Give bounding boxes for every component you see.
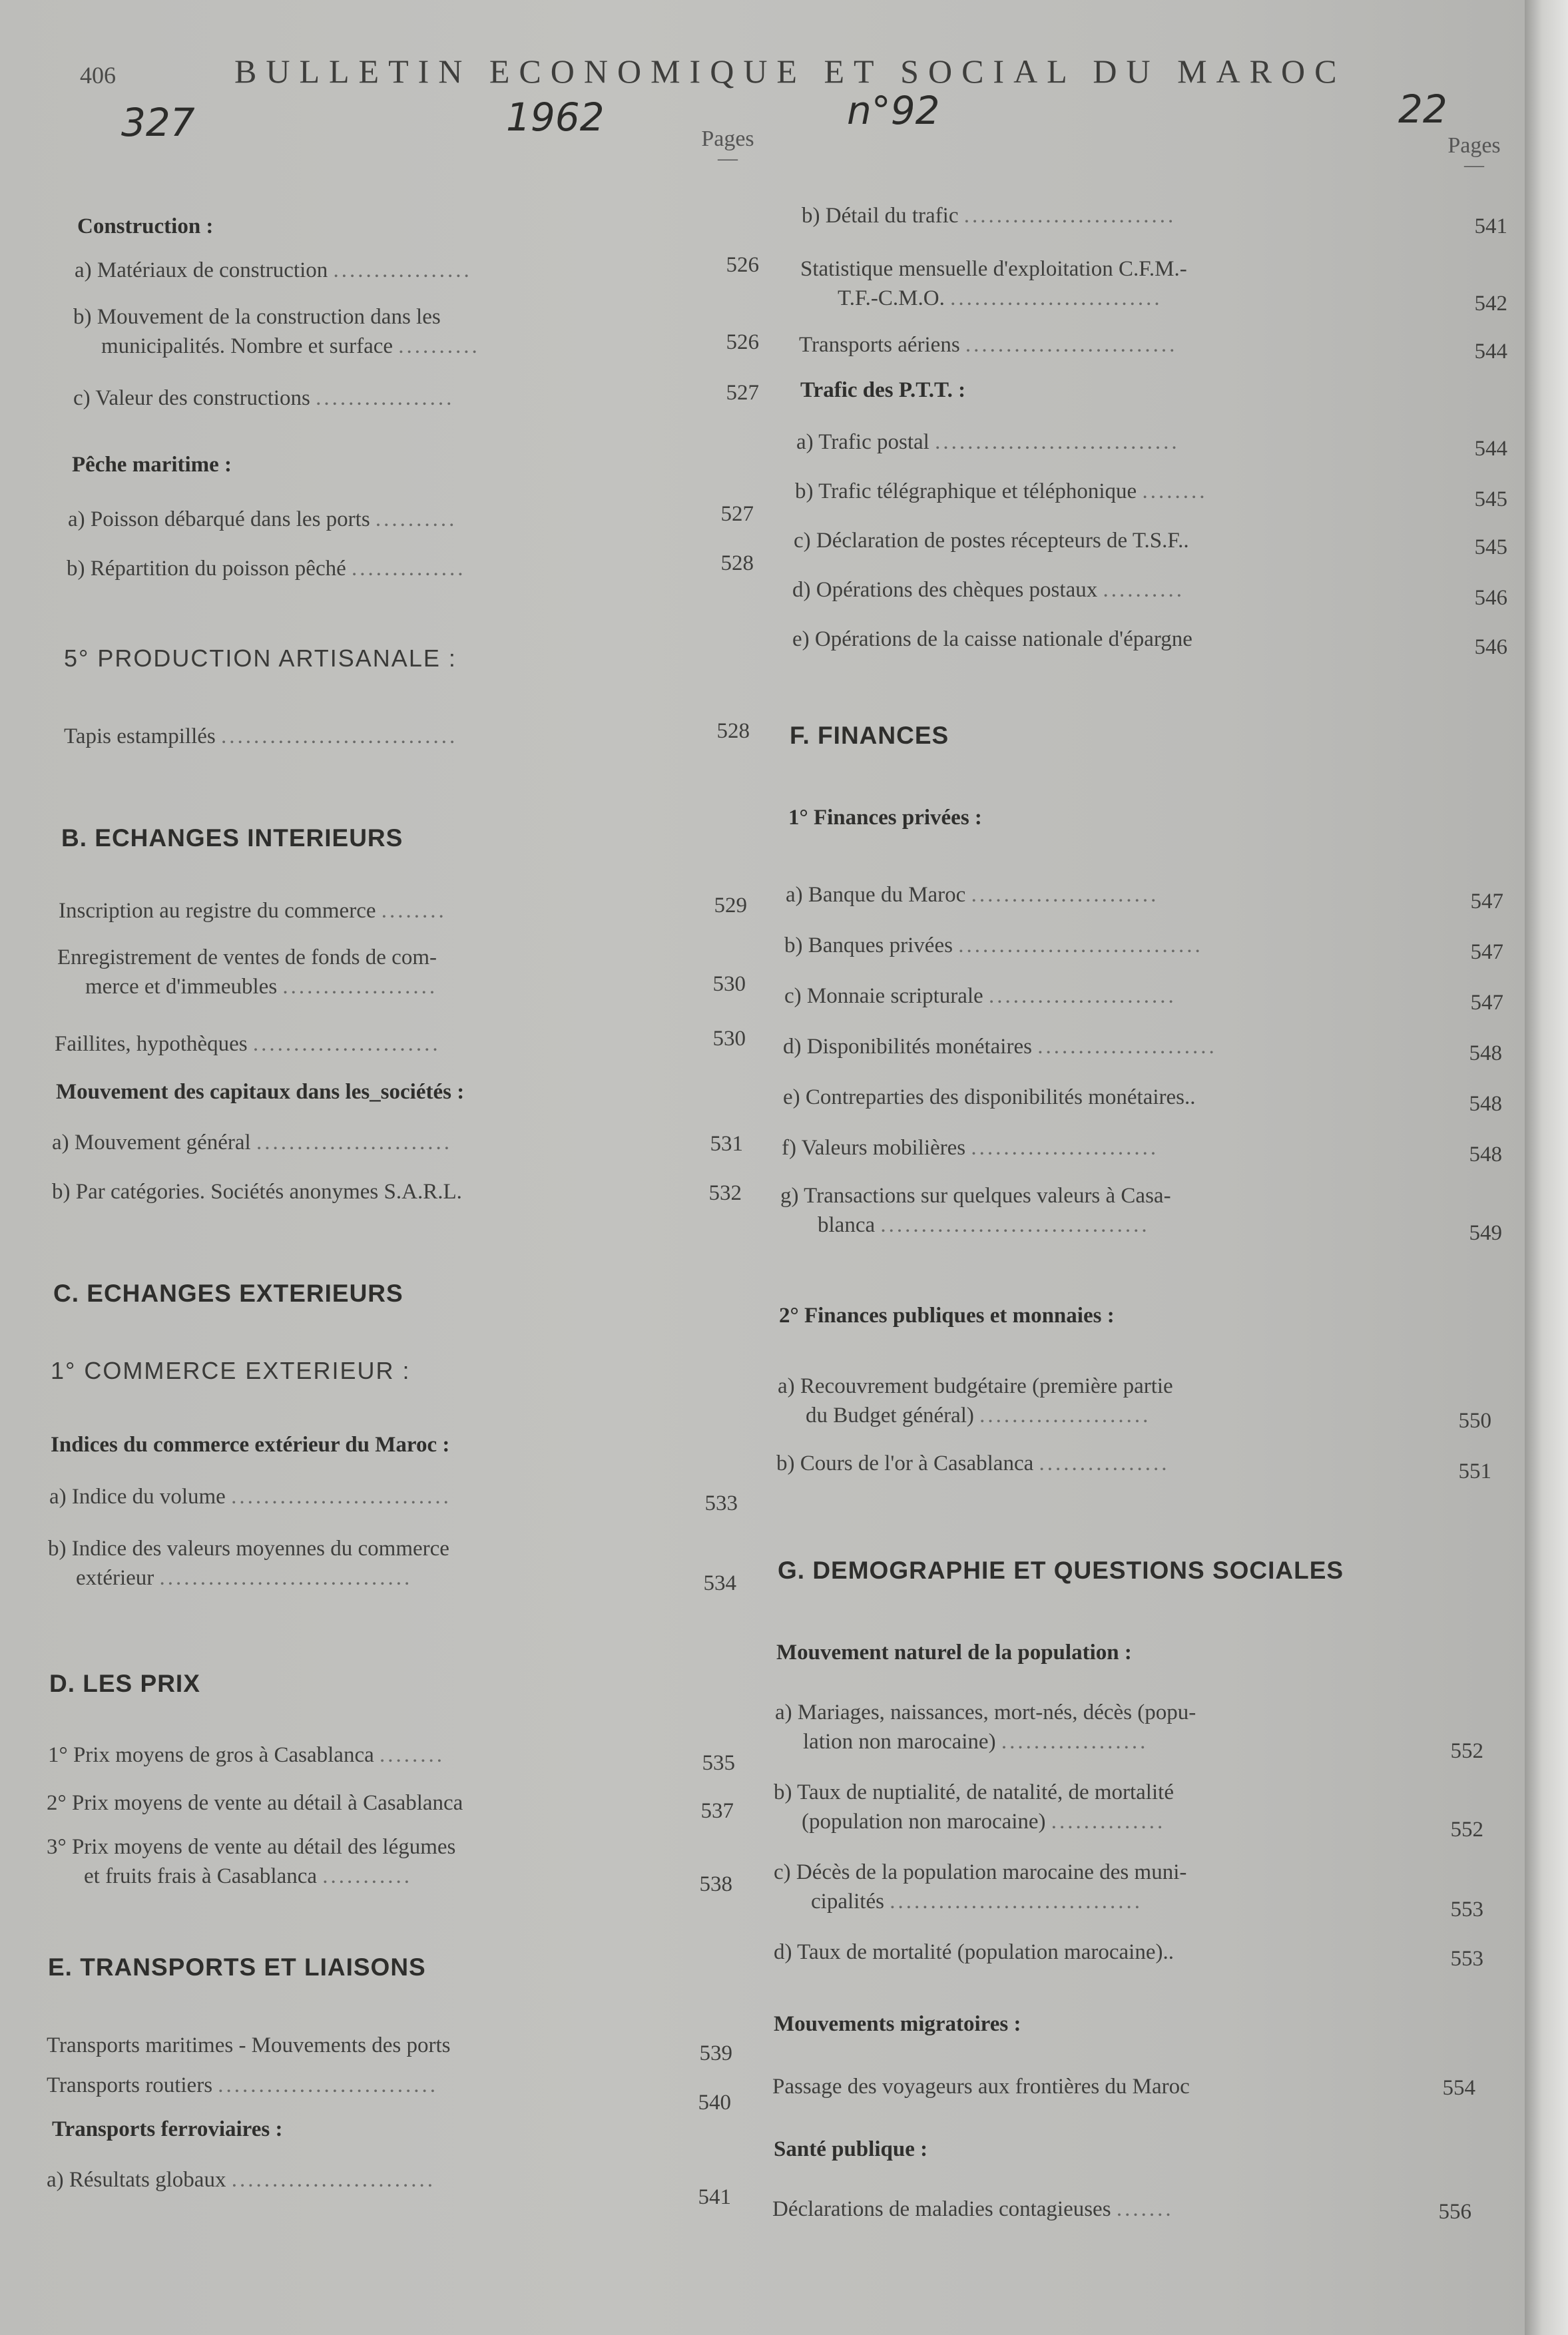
pages-label: Pages	[1447, 133, 1501, 158]
page-ref: 537	[700, 1799, 734, 1823]
toc-entry: b) Trafic télégraphique et téléphonique ........	[795, 479, 1208, 503]
entry-label: Déclarations de maladies contagieuses	[772, 2197, 1111, 2221]
page-ref: 549	[1469, 1221, 1502, 1245]
toc-entry: b) Mouvement de la construction dans les municipalités. Nombre et surface ..........	[73, 302, 646, 361]
entry-label: Passage des voyageurs aux frontières du Maroc	[772, 2075, 1190, 2099]
sante-publique-heading: Santé publique :	[774, 2137, 928, 2161]
toc-entry: a) Recouvrement budgétaire (première partie du Budget général) .....................	[778, 1372, 1377, 1430]
entry-label: d) Taux de mortalité (population marocaine)..	[774, 1940, 1174, 1964]
toc-entry	[792, 625, 1192, 654]
toc-entry: a) Banque du Maroc .......................	[786, 883, 1159, 907]
toc-entry: a) Résultats globaux .........................	[47, 2168, 435, 2192]
entry-label: c) Déclaration de postes récepteurs de T.S.F..	[794, 529, 1189, 553]
page-ref: 531	[710, 1132, 743, 1156]
entry-label: e) Contreparties des disponibilités monétaires..	[783, 1085, 1196, 1109]
page-ref: 545	[1474, 535, 1507, 559]
page-ref: 541	[1474, 214, 1507, 238]
handwritten-note-1: 327	[121, 100, 195, 145]
page-ref: 527	[726, 381, 759, 405]
page-ref: 527	[720, 502, 754, 526]
finances-privees-heading: 1° Finances privées :	[788, 806, 982, 830]
page-ref: 539	[699, 2041, 732, 2065]
entry-label: 1° Prix moyens de gros à Casablanca	[48, 1743, 374, 1767]
entry-label: a) Trafic postal	[796, 430, 929, 454]
echanges-exterieurs-heading: C. ECHANGES EXTERIEURS	[53, 1280, 403, 1307]
page-ref: 533	[704, 1491, 738, 1515]
page-ref: 552	[1450, 1739, 1483, 1763]
entry-label: b) Trafic télégraphique et téléphonique	[795, 479, 1137, 503]
artisanale-heading: 5° PRODUCTION ARTISANALE :	[64, 645, 457, 672]
finances-heading: F. FINANCES	[790, 722, 949, 749]
page-ref: 548	[1469, 1041, 1502, 1065]
toc-entry: b) Cours de l'or à Casablanca ................	[776, 1451, 1170, 1475]
page-ref: 553	[1450, 1898, 1483, 1922]
transports-heading: E. TRANSPORTS ET LIAISONS	[48, 1953, 426, 1981]
page-ref: 545	[1474, 487, 1507, 511]
toc-entry: Déclarations de maladies contagieuses .......	[772, 2197, 1174, 2221]
entry-label: b) Par catégories. Sociétés anonymes S.A.R.L.	[52, 1180, 462, 1204]
mouvement-naturel-heading: Mouvement naturel de la population :	[776, 1641, 1132, 1665]
toc-entry	[47, 1788, 463, 1818]
entry-label: a) Mouvement général	[52, 1131, 251, 1155]
page-ref: 532	[708, 1181, 742, 1205]
entry-label: b) Détail du trafic	[802, 204, 959, 228]
pages-column-header-right: Pages —	[1447, 133, 1501, 176]
handwritten-note-3: n°92	[847, 88, 940, 133]
toc-entry: Inscription au registre du commerce ........	[59, 899, 447, 923]
toc-entry	[783, 1083, 1196, 1112]
toc-entry: b) Répartition du poisson pêché ..............	[67, 557, 466, 581]
page-ref: 542	[1474, 292, 1507, 316]
page-ref: 548	[1469, 1092, 1502, 1116]
entry-label: a) Indice du volume	[49, 1485, 226, 1509]
entry-label-line2: municipalités. Nombre et surface	[101, 334, 393, 358]
toc-entry	[52, 1177, 462, 1206]
toc-entry	[794, 526, 1189, 555]
entry-label: a) Résultats globaux	[47, 2168, 226, 2192]
toc-entry: Statistique mensuelle d'exploitation C.F.M.- T.F.-C.M.O. ..........................	[800, 254, 1400, 313]
entry-label: a) Matériaux de construction	[75, 258, 328, 282]
mouvements-migratoires-heading: Mouvements migratoires :	[774, 2012, 1021, 2036]
toc-entry: a) Trafic postal ..............................	[796, 430, 1180, 454]
toc-entry: c) Décès de la population marocaine des muni- cipalités ...............................	[774, 1858, 1373, 1916]
toc-entry: a) Poisson débarqué dans les ports ..........	[68, 507, 457, 531]
page-ref: 546	[1474, 635, 1507, 659]
toc-entry: c) Monnaie scripturale .......................	[784, 984, 1176, 1008]
toc-entry: a) Mouvement général ........................	[52, 1131, 452, 1155]
finances-publiques-heading: 2° Finances publiques et monnaies :	[779, 1304, 1115, 1328]
toc-entry: Enregistrement de ventes de fonds de com- merce et d'immeubles ...................	[57, 943, 643, 1001]
toc-entry: 3° Prix moyens de vente au détail des légumes et fruits frais à Casablanca ...........	[47, 1832, 646, 1891]
demographie-heading: G. DEMOGRAPHIE ET QUESTIONS SOCIALES	[778, 1557, 1344, 1584]
page-ref: 548	[1469, 1143, 1502, 1167]
page-number: 406	[80, 62, 116, 89]
entry-label-line2: extérieur	[76, 1566, 154, 1590]
peche-heading: Pêche maritime :	[72, 453, 232, 477]
entry-label: b) Cours de l'or à Casablanca	[776, 1451, 1034, 1475]
entry-label: 2° Prix moyens de vente au détail à Casablanca	[47, 1791, 463, 1815]
entry-label: Transports maritimes - Mouvements des ports	[47, 2033, 451, 2057]
entry-label-line2: (population non marocaine)	[802, 1810, 1046, 1834]
entry-label-line2: cipalités	[811, 1890, 884, 1914]
toc-entry: Faillites, hypothèques .......................	[55, 1032, 441, 1056]
toc-entry: Transports routiers ...........................	[47, 2073, 439, 2097]
page-ref: 546	[1474, 586, 1507, 610]
entry-label: Tapis estampillés	[64, 724, 216, 748]
page-ref: 534	[703, 1571, 736, 1595]
journal-title: BULLETIN ECONOMIQUE ET SOCIAL DU MAROC	[234, 53, 1346, 90]
entry-label-line2: lation non marocaine)	[803, 1730, 996, 1754]
page-ref: 547	[1470, 991, 1503, 1015]
toc-entry: a) Matériaux de construction .................	[75, 258, 472, 282]
entry-label: f) Valeurs mobilières	[782, 1136, 966, 1160]
page-ref: 544	[1474, 437, 1507, 461]
entry-label: d) Disponibilités monétaires	[783, 1035, 1032, 1059]
entry-label-line1: Enregistrement de ventes de fonds de com-	[57, 945, 437, 969]
page-ref: 547	[1470, 890, 1503, 913]
page-ref: 552	[1450, 1818, 1483, 1842]
entry-label: Transports aériens	[799, 333, 960, 357]
page-ref: 529	[714, 894, 747, 917]
echanges-interieurs-heading: B. ECHANGES INTERIEURS	[61, 824, 403, 852]
entry-label: b) Répartition du poisson pêché	[67, 557, 346, 581]
toc-entry: b) Détail du trafic ..........................	[802, 204, 1176, 228]
ferroviaires-heading: Transports ferroviaires :	[52, 2117, 283, 2141]
page-ref: 530	[712, 1027, 746, 1051]
toc-entry: b) Taux de nuptialité, de natalité, de mortalité (population non marocaine) ..............	[774, 1778, 1373, 1836]
construction-heading: Construction :	[77, 214, 214, 238]
pages-column-header-left: Pages —	[701, 127, 754, 169]
entry-label-line1: a) Mariages, naissances, mort-nés, décès (popu-	[775, 1700, 1196, 1724]
entry-label: b) Banques privées	[784, 933, 953, 957]
toc-entry: a) Indice du volume ...........................	[49, 1485, 451, 1509]
page-ref: 528	[720, 551, 754, 575]
entry-label-line2: merce et d'immeubles	[85, 975, 278, 999]
toc-entry: Transports aériens ..........................	[799, 333, 1178, 357]
page-ref: 550	[1458, 1409, 1491, 1433]
entry-label-line1: b) Mouvement de la construction dans les	[73, 305, 441, 329]
entry-label: Faillites, hypothèques	[55, 1032, 248, 1056]
page-edge	[1525, 0, 1568, 2335]
page-ref: 547	[1470, 940, 1503, 964]
entry-label: c) Valeur des constructions	[73, 386, 310, 410]
page-ref: 540	[698, 2091, 731, 2115]
entry-label-line2: du Budget général)	[806, 1404, 974, 1427]
entry-label-line2: et fruits frais à Casablanca	[84, 1864, 318, 1888]
handwritten-note-2: 1962	[506, 95, 605, 140]
page-ref: 526	[726, 330, 759, 354]
page-ref: 551	[1458, 1459, 1491, 1483]
toc-entry: g) Transactions sur quelques valeurs à Casa- blanca .................................	[780, 1181, 1380, 1240]
entry-label: a) Poisson débarqué dans les ports	[68, 507, 370, 531]
entry-label-line2: blanca	[818, 1213, 876, 1237]
entry-label: d) Opérations des chèques postaux	[792, 578, 1098, 602]
page-ref: 535	[702, 1751, 735, 1775]
entry-label-line1: 3° Prix moyens de vente au détail des légumes	[47, 1835, 456, 1859]
page-header	[80, 47, 1518, 100]
toc-entry: Tapis estampillés .............................	[64, 724, 458, 748]
page-ref: 530	[712, 972, 746, 996]
capitaux-heading: Mouvement des capitaux dans les_sociétés :	[56, 1080, 465, 1104]
toc-entry: b) Indice des valeurs moyennes du commerce extérieur ...............................	[48, 1534, 647, 1593]
entry-label: Transports routiers	[47, 2073, 213, 2097]
prix-heading: D. LES PRIX	[49, 1670, 200, 1697]
toc-entry	[772, 2072, 1190, 2101]
ptt-heading: Trafic des P.T.T. :	[800, 378, 966, 402]
pages-label: Pages	[701, 127, 754, 151]
entry-label-line1: a) Recouvrement budgétaire (première partie	[778, 1374, 1173, 1398]
entry-label-line2: T.F.-C.M.O.	[838, 286, 945, 310]
indices-heading: Indices du commerce extérieur du Maroc :	[51, 1433, 450, 1457]
entry-label-line1: Statistique mensuelle d'exploitation C.F.M.-	[800, 257, 1187, 281]
toc-entry: a) Mariages, naissances, mort-nés, décès (popu- lation non marocaine) ..................	[775, 1698, 1374, 1756]
entry-label: a) Banque du Maroc	[786, 883, 966, 907]
toc-entry: d) Opérations des chèques postaux ..........	[792, 578, 1184, 602]
commerce-exterieur-heading: 1° COMMERCE EXTERIEUR :	[51, 1357, 411, 1384]
page-ref: 554	[1442, 2076, 1475, 2100]
toc-entry: d) Disponibilités monétaires ......................	[783, 1035, 1217, 1059]
page-ref: 528	[716, 719, 750, 743]
page-ref: 556	[1438, 2200, 1471, 2224]
entry-label-line1: c) Décès de la population marocaine des muni-	[774, 1860, 1187, 1884]
entry-label-line1: g) Transactions sur quelques valeurs à Casa-	[780, 1184, 1171, 1208]
toc-entry	[774, 1938, 1174, 1967]
entry-label: c) Monnaie scripturale	[784, 984, 983, 1008]
page-ref: 526	[726, 253, 759, 277]
page-ref: 544	[1474, 340, 1507, 364]
page-ref: 541	[698, 2185, 731, 2209]
handwritten-note-4: 22	[1398, 87, 1447, 132]
toc-entry: f) Valeurs mobilières .......................	[782, 1136, 1159, 1160]
toc-entry: c) Valeur des constructions .................	[73, 386, 455, 410]
page-ref: 553	[1450, 1947, 1483, 1971]
entry-label-line1: b) Indice des valeurs moyennes du commerce	[48, 1537, 449, 1561]
entry-label-line1: b) Taux de nuptialité, de natalité, de mortalité	[774, 1780, 1174, 1804]
entry-label: e) Opérations de la caisse nationale d'épargne	[792, 627, 1192, 651]
entry-label: Inscription au registre du commerce	[59, 899, 376, 923]
page-ref: 538	[699, 1872, 732, 1896]
toc-entry: 1° Prix moyens de gros à Casablanca ........	[48, 1743, 445, 1767]
toc-entry	[47, 2031, 451, 2060]
toc-entry: b) Banques privées ..............................	[784, 933, 1203, 957]
